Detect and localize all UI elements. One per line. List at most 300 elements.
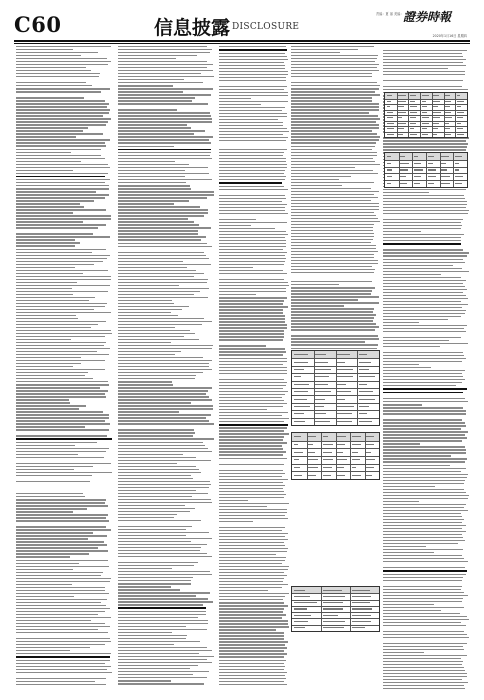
text-line: [118, 100, 192, 101]
text-line: [118, 641, 200, 642]
text-line: [118, 466, 196, 467]
text-line: [383, 385, 456, 386]
text-column-3b: [291, 46, 380, 376]
text-line: [291, 152, 377, 153]
text-line: [291, 269, 375, 270]
table-cell-text: [337, 459, 347, 460]
text-line: [219, 542, 284, 543]
table-cell-text: [414, 169, 424, 170]
table-cell-text: [315, 406, 324, 407]
table-cell-text: [433, 123, 439, 124]
text-line: [16, 550, 108, 551]
text-line: [16, 593, 109, 594]
text-line: [219, 77, 286, 78]
text-line: [291, 302, 379, 303]
text-line: [118, 52, 210, 53]
text-line: [219, 122, 283, 123]
text-line: [118, 152, 211, 153]
table-cell-text: [352, 459, 360, 460]
text-line: [291, 118, 380, 119]
text-line: [118, 109, 177, 110]
text-line: [219, 566, 289, 567]
text-line: [383, 452, 466, 453]
text-line: [219, 373, 287, 374]
text-line: [219, 222, 287, 223]
table-cell-text: [455, 183, 463, 184]
text-line: [16, 423, 110, 424]
text-line: [219, 488, 283, 489]
text-line: [383, 352, 463, 353]
text-column-1: [16, 46, 112, 686]
table-column-rule: [426, 153, 427, 187]
table-cell-text: [457, 106, 461, 107]
text-line: [118, 330, 190, 331]
text-line: [16, 233, 93, 234]
text-line: [383, 580, 462, 581]
text-line: [16, 115, 103, 116]
text-line: [219, 388, 283, 389]
text-line: [118, 261, 183, 262]
text-line: [16, 372, 88, 373]
text-line: [219, 678, 286, 679]
text-line: [291, 164, 380, 165]
text-line: [219, 255, 285, 256]
table-cell-text: [457, 123, 461, 124]
table-cell-text: [337, 362, 345, 363]
table-column-rule: [420, 93, 421, 137]
text-line: [16, 224, 106, 225]
text-line: [118, 589, 180, 590]
text-line: [219, 74, 288, 75]
table-cell-text: [294, 596, 310, 597]
table-cell-text: [323, 596, 345, 597]
text-line: [118, 203, 174, 204]
text-line: [219, 170, 285, 171]
table-cell-text: [315, 362, 327, 363]
text-line: [219, 71, 288, 72]
text-line: [219, 473, 285, 474]
table-cell-text: [387, 101, 391, 102]
text-line: [219, 605, 288, 606]
text-line: [291, 209, 379, 210]
text-line: [219, 527, 285, 528]
text-line: [219, 291, 286, 292]
text-line: [219, 161, 286, 162]
text-line: [16, 354, 109, 355]
text-line: [118, 505, 185, 506]
text-line: [383, 249, 463, 250]
text-line: [383, 404, 422, 405]
text-line: [16, 285, 110, 286]
text-line: [118, 321, 212, 322]
text-line: [16, 357, 81, 358]
text-line: [16, 553, 89, 554]
text-line: [219, 53, 285, 54]
text-line: [16, 258, 107, 259]
table-cell-text: [323, 602, 344, 603]
text-line: [383, 80, 463, 81]
text-line: [16, 282, 77, 283]
text-line: [383, 225, 462, 226]
text-line: [16, 587, 105, 588]
text-column-2: [118, 46, 214, 686]
table-cell-text: [455, 176, 463, 177]
text-line: [118, 170, 185, 171]
text-line: [383, 301, 461, 302]
text-line: [16, 563, 79, 564]
text-line: [16, 124, 106, 125]
text-line: [383, 468, 466, 469]
text-line: [118, 517, 174, 518]
table-cell-text: [428, 183, 435, 184]
text-line: [219, 602, 284, 603]
text-line: [383, 337, 461, 338]
text-line: [219, 104, 261, 105]
text-line: [16, 508, 87, 509]
text-line: [219, 119, 278, 120]
table-cell-text: [294, 608, 307, 609]
text-line: [383, 252, 469, 253]
text-line: [219, 644, 285, 645]
table-cell-text: [457, 95, 461, 96]
text-line: [118, 481, 210, 482]
text-line: [16, 336, 105, 337]
text-line: [291, 64, 379, 65]
text-line: [383, 558, 464, 559]
table-row-rule: [292, 625, 379, 626]
text-line: [219, 351, 286, 352]
text-line: [383, 59, 466, 60]
text-line: [16, 85, 92, 86]
text-line: [219, 249, 283, 250]
text-line: [219, 500, 248, 501]
text-line: [118, 270, 196, 271]
text-line: [118, 635, 187, 636]
text-line: [118, 194, 214, 195]
text-line: [16, 660, 110, 661]
text-line: [118, 490, 196, 491]
text-line: [16, 300, 89, 301]
text-line: [291, 61, 375, 62]
text-line: [383, 240, 461, 241]
text-line: [16, 173, 108, 174]
text-line: [118, 399, 212, 400]
text-line: [219, 176, 286, 177]
text-line: [219, 611, 283, 612]
text-line: [219, 273, 287, 274]
table-cell-text: [414, 183, 420, 184]
table-cell-text: [337, 354, 350, 355]
text-line: [219, 458, 287, 459]
table-cell-text: [294, 459, 299, 460]
text-line: [219, 445, 282, 446]
table-cell-text: [422, 128, 427, 129]
text-line: [291, 263, 378, 264]
text-line: [219, 234, 288, 235]
text-line: [383, 480, 465, 481]
text-line: [383, 673, 467, 674]
table-cell-text: [359, 362, 371, 363]
text-line: [383, 392, 463, 394]
table-cell-text: [337, 406, 354, 407]
table-cell-text: [410, 95, 416, 96]
text-line: [16, 167, 110, 168]
text-line: [118, 121, 212, 122]
text-line: [219, 554, 276, 555]
text-line: [219, 412, 288, 413]
text-line: [16, 556, 70, 557]
text-line: [219, 110, 282, 111]
table-cell-text: [315, 384, 328, 385]
text-line: [383, 652, 424, 653]
text-line: [118, 158, 212, 159]
text-line: [118, 82, 203, 83]
text-line: [118, 200, 189, 201]
text-line: [118, 282, 207, 283]
text-line: [383, 543, 458, 544]
text-line: [118, 580, 191, 581]
table-cell-text: [337, 452, 343, 453]
text-line: [219, 479, 288, 480]
text-line: [118, 396, 209, 397]
text-line: [118, 294, 194, 295]
text-line: [118, 617, 198, 618]
text-line: [291, 344, 378, 345]
text-line: [219, 282, 288, 283]
text-line: [291, 287, 375, 288]
text-line: [16, 64, 108, 65]
text-line: [219, 288, 286, 289]
text-line: [118, 233, 198, 234]
table-cell-text: [445, 123, 449, 124]
text-line: [383, 625, 466, 626]
text-line: [118, 638, 186, 639]
text-line: [118, 414, 211, 415]
text-line: [383, 313, 465, 314]
text-line: [118, 502, 212, 503]
text-line: [383, 670, 465, 671]
text-line: [383, 140, 466, 141]
text-line: [219, 491, 284, 492]
text-line: [118, 553, 207, 554]
text-line: [118, 209, 208, 210]
text-line: [118, 176, 185, 177]
text-line: [16, 514, 108, 515]
text-line: [16, 342, 106, 343]
text-line: [291, 112, 369, 113]
table-cell-text: [359, 376, 376, 377]
table-cell-text: [323, 590, 343, 591]
text-line: [291, 206, 379, 207]
text-line: [383, 537, 463, 538]
text-line: [383, 192, 429, 193]
text-line: [118, 565, 194, 566]
text-line: [16, 188, 109, 189]
text-line: [219, 315, 285, 316]
text-line: [383, 570, 467, 572]
text-line: [219, 140, 286, 141]
text-line: [383, 367, 431, 368]
text-line: [16, 644, 105, 645]
text-line: [383, 455, 451, 456]
table-cell-text: [455, 169, 459, 170]
text-line: [16, 611, 105, 612]
table-cell-text: [387, 117, 394, 118]
table-cell-text: [400, 169, 408, 170]
text-line: [118, 285, 179, 286]
text-line: [16, 249, 106, 250]
table-cell-text: [414, 156, 419, 157]
text-line: [16, 566, 109, 567]
text-line: [383, 292, 463, 293]
text-line: [16, 472, 112, 473]
table-cell-text: [387, 134, 394, 135]
text-line: [118, 390, 208, 391]
text-line: [383, 149, 466, 150]
text-line: [383, 661, 463, 662]
text-line: [16, 91, 101, 92]
text-line: [219, 201, 282, 202]
text-line: [219, 231, 286, 232]
text-line: [219, 300, 284, 301]
text-line: [291, 158, 373, 159]
text-line: [219, 56, 287, 57]
text-line: [118, 411, 179, 412]
text-line: [383, 56, 463, 57]
text-line: [383, 219, 463, 220]
text-line: [383, 410, 466, 411]
text-line: [118, 432, 195, 433]
data-table-5: [291, 586, 380, 632]
table-cell-text: [323, 459, 333, 460]
text-line: [118, 442, 203, 443]
text-line: [118, 291, 200, 292]
text-line: [219, 656, 284, 657]
text-line: [16, 218, 111, 219]
text-line: [383, 237, 461, 238]
text-line: [383, 259, 463, 260]
text-line: [16, 629, 98, 630]
text-line: [16, 387, 100, 388]
text-line: [16, 605, 106, 606]
table-cell-text: [387, 169, 393, 170]
text-line: [16, 684, 106, 685]
text-line: [291, 323, 376, 324]
table-row-rule: [292, 600, 379, 601]
text-line: [16, 206, 84, 207]
text-line: [118, 405, 213, 406]
text-line: [16, 88, 110, 89]
text-line: [16, 351, 97, 352]
text-line: [118, 67, 207, 68]
text-line: [383, 685, 464, 686]
text-line: [16, 182, 105, 183]
text-line: [383, 298, 468, 299]
text-line: [118, 556, 212, 557]
text-line: [291, 329, 375, 330]
text-line: [383, 295, 466, 296]
text-line: [219, 620, 288, 621]
text-line: [219, 512, 287, 513]
text-line: [16, 481, 90, 482]
table-cell-text: [294, 369, 304, 370]
text-line: [219, 367, 287, 368]
table-cell-text: [366, 475, 372, 476]
table-cell-text: [337, 376, 353, 377]
text-line: [383, 458, 467, 459]
text-line: [291, 305, 344, 306]
text-line: [219, 433, 289, 434]
table-cell-text: [294, 444, 299, 445]
table-cell-text: [294, 590, 306, 591]
text-line: [16, 411, 103, 412]
text-line: [219, 424, 288, 426]
table-cell-text: [387, 176, 392, 177]
text-line: [118, 629, 207, 630]
text-line: [16, 179, 110, 180]
text-line: [219, 46, 286, 47]
table-cell-text: [398, 112, 405, 113]
text-line: [219, 397, 282, 398]
table-cell-text: [387, 95, 392, 96]
text-line: [219, 186, 284, 187]
text-line: [219, 641, 288, 642]
text-line: [118, 309, 182, 310]
text-line: [118, 239, 201, 240]
text-line: [118, 460, 211, 461]
text-line: [118, 345, 213, 346]
text-line: [118, 342, 171, 343]
text-line: [219, 210, 285, 211]
text-line: [118, 541, 191, 542]
text-line: [219, 590, 268, 591]
table-column-rule: [350, 433, 351, 479]
text-line: [118, 674, 193, 675]
text-line: [219, 572, 284, 573]
text-line: [219, 164, 287, 165]
text-line: [16, 270, 108, 271]
text-line: [118, 91, 183, 92]
text-line: [383, 361, 462, 362]
table-cell-text: [337, 391, 351, 392]
text-line: [383, 265, 453, 266]
text-line: [219, 131, 289, 132]
text-line: [219, 68, 285, 69]
table-cell-text: [315, 391, 331, 392]
text-line: [219, 506, 267, 507]
table-column-rule: [350, 587, 351, 631]
text-line: [118, 647, 207, 648]
table-cell-text: [441, 163, 445, 164]
table-cell-text: [441, 183, 450, 184]
text-line: [16, 581, 110, 582]
text-line: [291, 296, 379, 297]
text-line: [383, 222, 461, 223]
table-cell-text: [387, 163, 391, 164]
text-line: [219, 116, 287, 117]
text-line: [383, 146, 467, 147]
text-line: [16, 390, 108, 391]
text-line: [219, 669, 284, 670]
table-cell-text: [398, 106, 404, 107]
text-line: [383, 68, 448, 69]
text-line: [219, 267, 253, 268]
table-cell-text: [422, 112, 427, 113]
text-line: [16, 623, 105, 624]
text-line: [16, 608, 110, 609]
table-cell-text: [294, 354, 309, 355]
table-cell-text: [294, 399, 308, 400]
